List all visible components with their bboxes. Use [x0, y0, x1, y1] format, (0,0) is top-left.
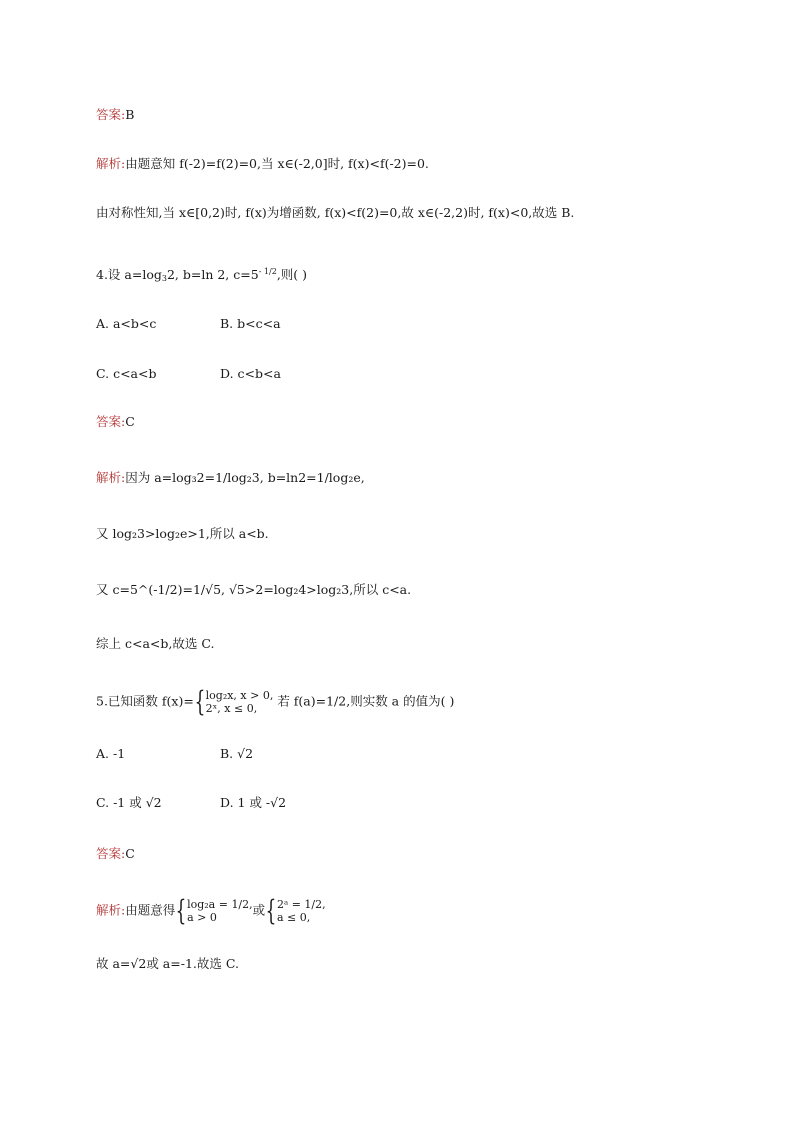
q3-answer-value: B	[125, 107, 135, 122]
answer-label: 答案	[96, 107, 122, 122]
left-brace: {	[194, 685, 206, 718]
q5-option-d: D. 1 或 -√2	[220, 795, 287, 810]
piecewise-cases: log₂x, x > 0, 2ˣ, x ≤ 0,	[205, 689, 274, 715]
q4-analysis-3: 又 c=5^(-1/2)=1/√5, √5>2=log₂4>log₂3,所以 c<a.	[96, 582, 412, 597]
q4-analysis-1: 解析:因为 a=log₃2=1/log₂3, b=ln2=1/log₂e,	[96, 470, 365, 485]
system-1: log₂a = 1/2, a > 0	[187, 898, 253, 924]
q3-answer-line: 答案:B	[96, 107, 135, 122]
q3-analysis-text-1: 由题意知 f(-2)=f(2)=0,当 x∈(-2,0]时, f(x)<f(-2)=0.	[125, 156, 429, 171]
q5-option-a: A. -1	[96, 746, 126, 761]
q5-option-c: C. -1 或 √2	[96, 795, 162, 810]
q5-answer-value: C	[125, 846, 135, 861]
q4-analysis-2: 又 log₂3>log₂e>1,所以 a<b.	[96, 526, 269, 541]
q3-analysis-1: 解析:由题意知 f(-2)=f(2)=0,当 x∈(-2,0]时, f(x)<f(-2)=0.	[96, 156, 429, 171]
q4-answer-value: C	[125, 414, 135, 429]
system-2: 2ᵃ = 1/2, a ≤ 0,	[276, 898, 326, 924]
q4-stem: 4.设 $a=\log_32$, b=ln 2, $c=5^{- 1/2}$,则( )	[96, 267, 308, 283]
q4-option-b: B. b<c<a	[220, 316, 281, 331]
q3-analysis-2: 由对称性知,当 x∈[0,2)时, f(x)为增函数, f(x)<f(2)=0,故 x∈(-2,2)时, f(x)<0,故选 B.	[96, 205, 575, 220]
q5-conclusion: 故 a=√2或 a=-1.故选 C.	[96, 956, 239, 971]
q4-option-a: A. a<b<c	[96, 316, 157, 331]
q4-answer-line: 答案:C	[96, 414, 135, 429]
analysis-label: 解析	[96, 156, 122, 171]
q5-stem: 5.已知函数 f(x)={ log₂x, x > 0, 2ˣ, x ≤ 0, 若 f(a)=1/2,则实数 a 的值为( )	[96, 685, 455, 718]
q4-exponent: - 1/2	[258, 267, 277, 276]
q4-analysis-4: 综上 c<a<b,故选 C.	[96, 636, 215, 651]
q5-option-b: B. √2	[220, 746, 254, 761]
q4-option-c: C. c<a<b	[96, 366, 157, 381]
q4-option-d: D. c<b<a	[220, 366, 281, 381]
q5-analysis: 解析:由题意得{ log₂a = 1/2, a > 0 或{ 2ᵃ = 1/2, a ≤ 0,	[96, 894, 326, 927]
q5-answer-line: 答案:C	[96, 846, 135, 861]
